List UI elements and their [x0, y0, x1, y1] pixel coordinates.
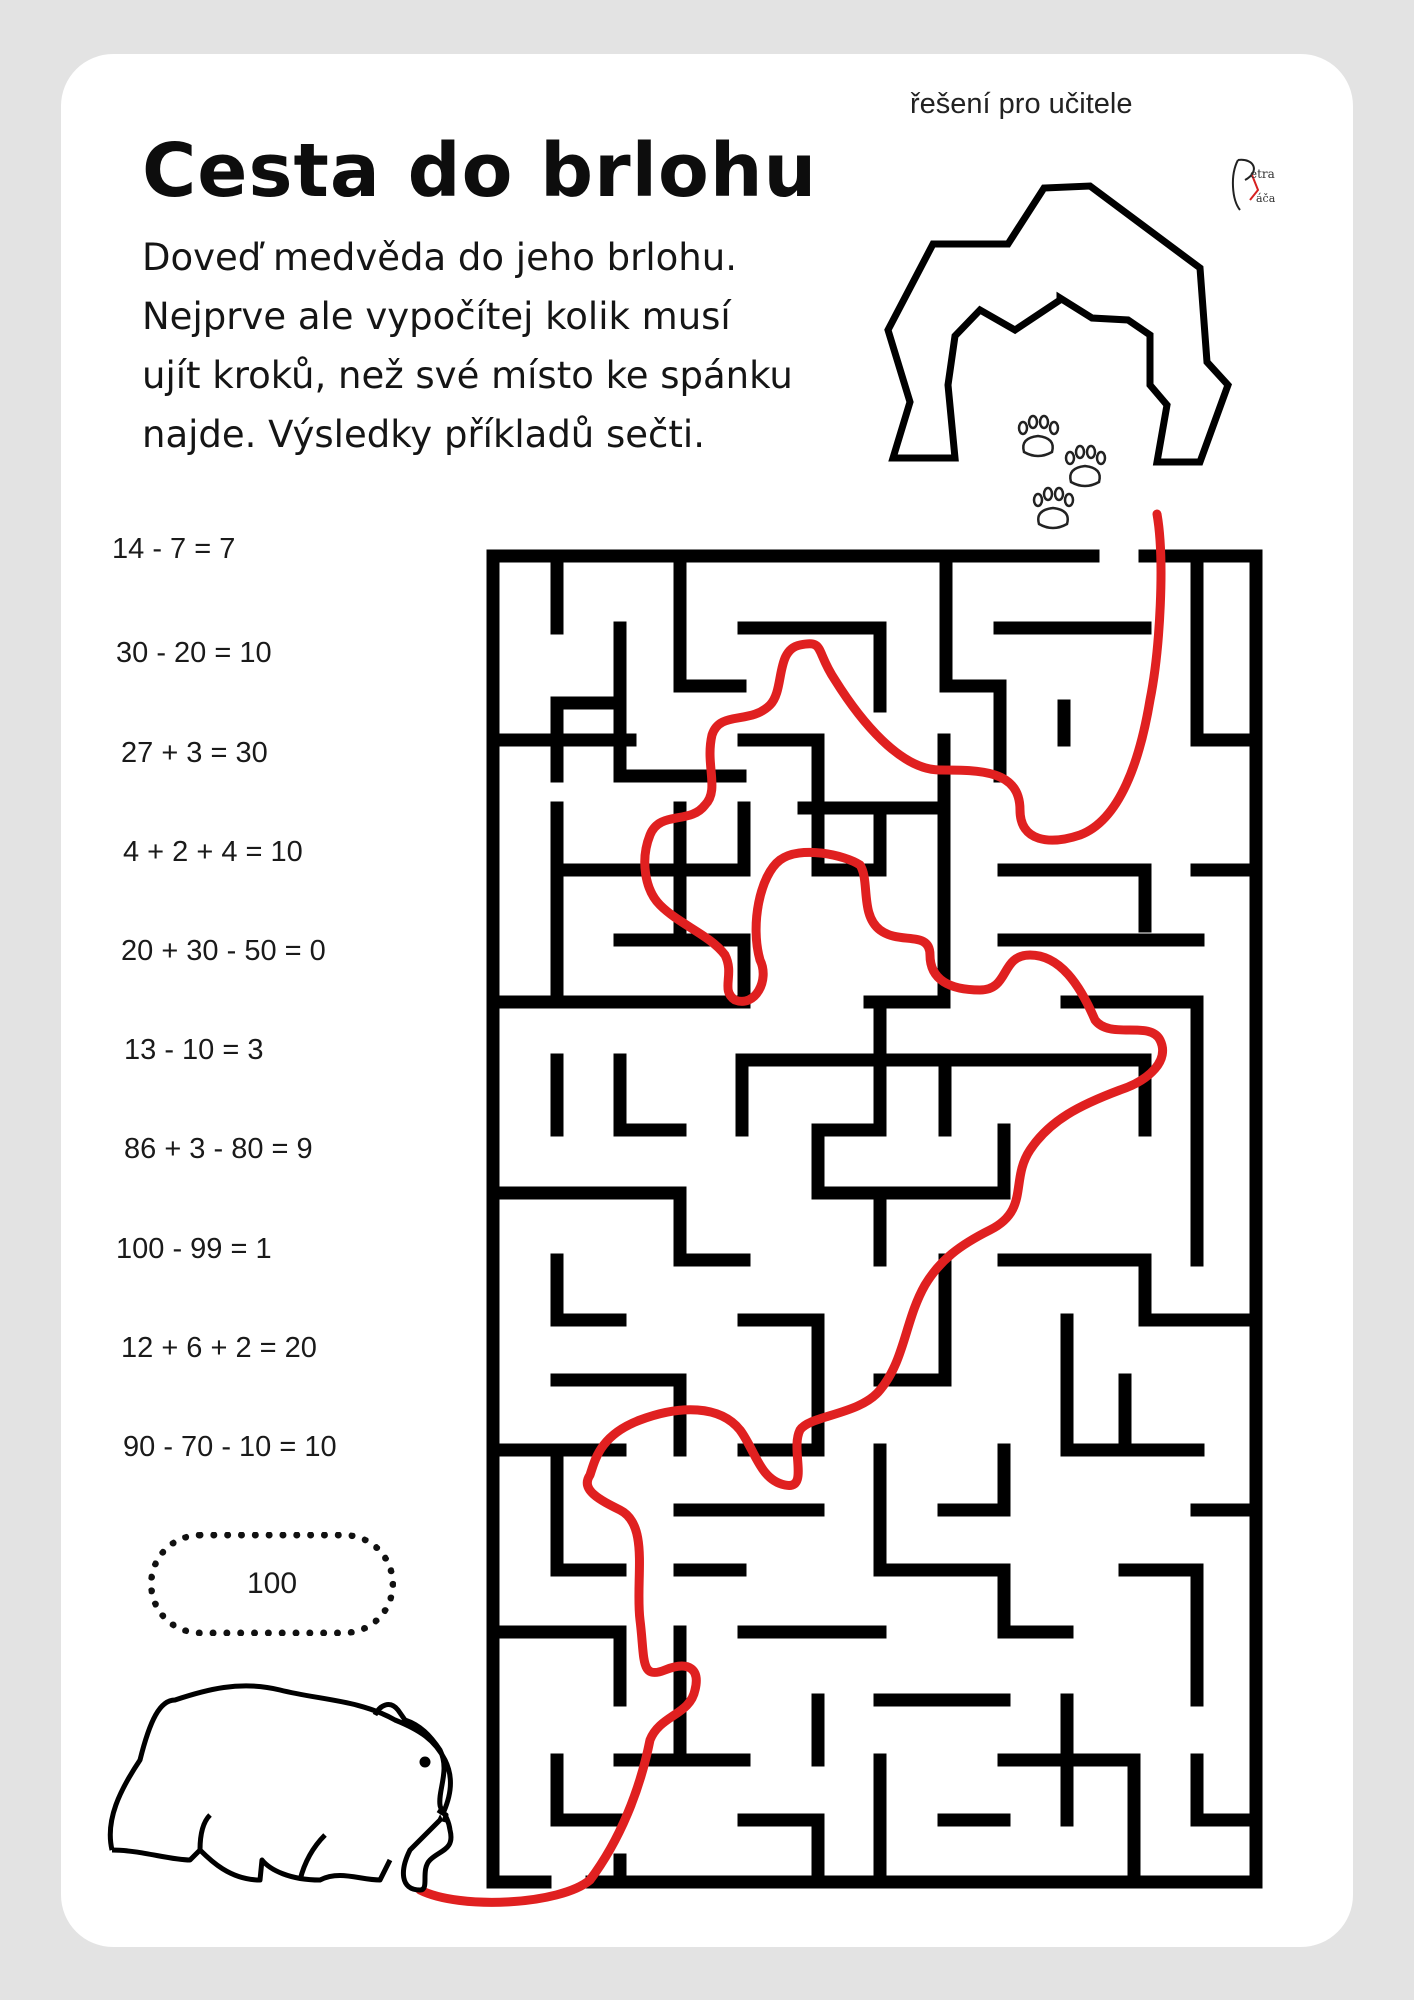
- svg-text:áča: áča: [1256, 192, 1276, 205]
- instruction-line: Nejprve ale vypočítej kolik musí: [142, 295, 731, 338]
- equation: 14 - 7 = 7: [112, 533, 236, 565]
- equation: 86 + 3 - 80 = 9: [124, 1133, 313, 1165]
- equation: 100 - 99 = 1: [116, 1233, 272, 1265]
- instructions: [142, 228, 793, 464]
- equation: 4 + 2 + 4 = 10: [123, 836, 303, 868]
- total-box: [148, 1532, 396, 1636]
- instruction-line: ujít kroků, než své místo ke spánku: [142, 354, 793, 397]
- equation: 30 - 20 = 10: [116, 637, 272, 669]
- equation: 12 + 6 + 2 = 20: [121, 1332, 317, 1364]
- equation: 27 + 3 = 30: [121, 737, 268, 769]
- instruction-line: najde. Výsledky příkladů sečti.: [142, 413, 705, 456]
- page-title: Cesta do brlohu: [142, 128, 818, 214]
- instruction-line: Doveď medvěda do jeho brlohu.: [142, 236, 737, 279]
- equation: 20 + 30 - 50 = 0: [121, 935, 326, 967]
- equation: 13 - 10 = 3: [124, 1034, 264, 1066]
- total-value: 100: [246, 1567, 298, 1600]
- svg-text:etra: etra: [1250, 167, 1275, 181]
- equation: 90 - 70 - 10 = 10: [123, 1431, 337, 1463]
- teacher-solution-label: řešení pro učitele: [910, 88, 1133, 120]
